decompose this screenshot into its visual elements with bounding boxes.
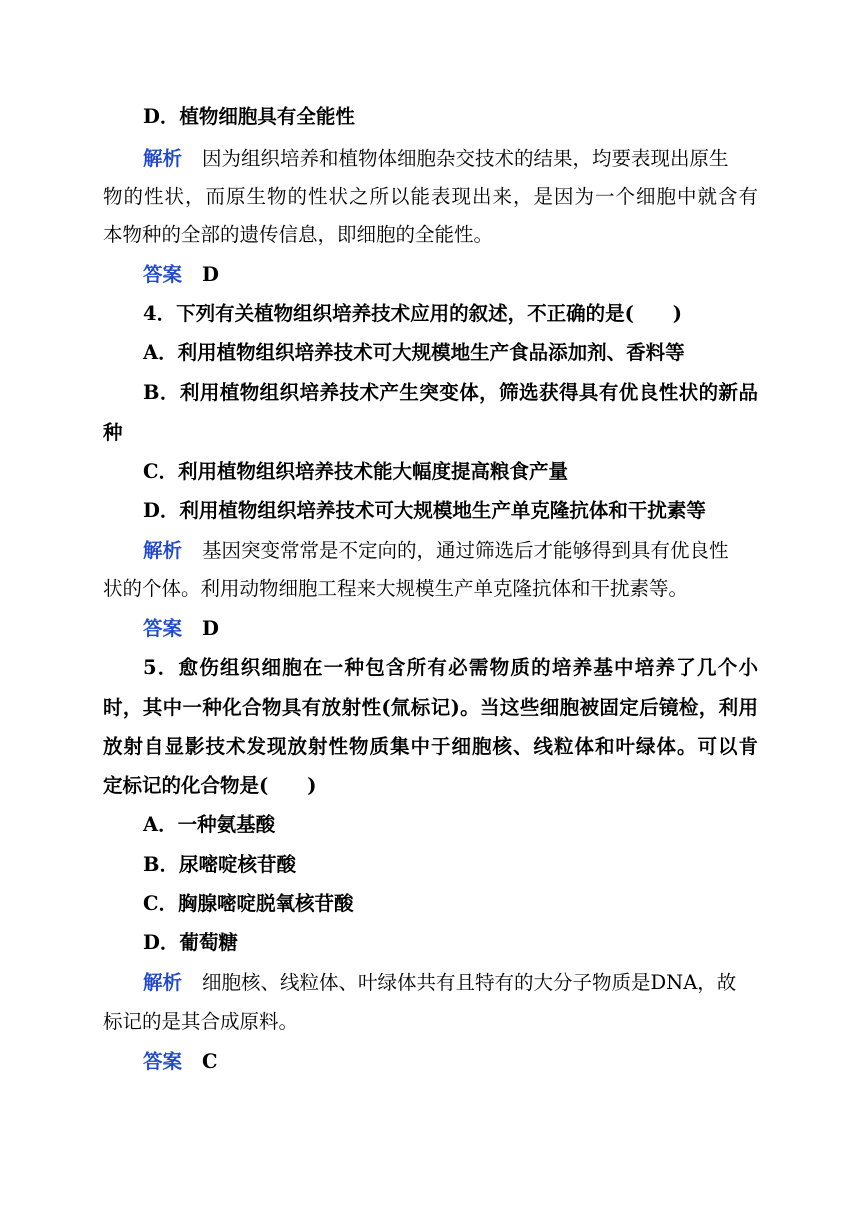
q4-analysis-line-2: 状的个体。利用动物细胞工程来大规模生产单克隆抗体和干扰素等。: [103, 577, 689, 600]
q5-option-d: D．葡萄糖: [143, 931, 238, 954]
q5-stem-line-2: 时，其中一种化合物具有放射性(氚标记)。当这些细胞被固定后镜检，利用: [103, 696, 758, 719]
q5-answer-line: [143, 1049, 860, 1075]
q3-analysis-line-2: 物的性状，而原生物的性状之所以能表现出来，是因为一个细胞中就含有: [103, 185, 758, 208]
q4-analysis-line-1: [143, 538, 860, 564]
q5-analysis-text-1: 细胞核、线粒体、叶绿体共有且特有的大分子物质是DNA，故: [202, 971, 737, 994]
q3-option-d: D．植物细胞具有全能性: [143, 105, 355, 128]
q3-answer-line: [143, 262, 860, 288]
q4-answer-label: 答案: [143, 617, 183, 640]
q3-analysis-line-1: [143, 146, 860, 172]
q5-option-c: C．胸腺嘧啶脱氧核苷酸: [143, 892, 354, 915]
q4-answer-value: D: [202, 617, 219, 640]
q4-option-d: D．利用植物组织培养技术可大规模地生产单克隆抗体和干扰素等: [143, 499, 706, 522]
q5-analysis-label: 解析: [143, 971, 183, 994]
q3-analysis-label: 解析: [143, 147, 183, 170]
q3-analysis-line-3: 本物种的全部的遗传信息，即细胞的全能性。: [103, 223, 494, 246]
q4-stem: 4．下列有关植物组织培养技术应用的叙述，不正确的是( ): [143, 302, 683, 325]
q5-option-a: A．一种氨基酸: [143, 813, 276, 836]
q5-analysis-line-1: [143, 970, 758, 996]
q4-option-a: A．利用植物组织培养技术可大规模地生产食品添加剂、香料等: [143, 341, 685, 364]
q4-option-b-line-2: 种: [103, 421, 123, 444]
q4-option-b-line-1: B．利用植物组织培养技术产生突变体，筛选获得具有优良性状的新品: [143, 381, 758, 404]
q5-answer-value: C: [202, 1050, 218, 1073]
q3-answer-value: D: [202, 263, 219, 286]
q5-analysis-line-2: 标记的是其合成原料。: [103, 1010, 299, 1033]
q4-analysis-text-1: 基因突变常常是不定向的，通过筛选后才能够得到具有优良性: [202, 539, 729, 562]
q5-option-b: B．尿嘧啶核苷酸: [143, 853, 296, 876]
q3-analysis-text-1: 因为组织培养和植物体细胞杂交技术的结果，均要表现出原生: [202, 147, 729, 170]
q5-stem-line-4: 定标记的化合物是( ): [103, 774, 317, 797]
q5-stem-line-3: 放射自显影技术发现放射性物质集中于细胞核、线粒体和叶绿体。可以肯: [103, 735, 758, 758]
q4-option-c: C．利用植物组织培养技术能大幅度提高粮食产量: [143, 460, 569, 483]
q5-stem-line-1: 5．愈伤组织细胞在一种包含所有必需物质的培养基中培养了几个小: [143, 656, 758, 679]
q3-answer-label: 答案: [143, 263, 183, 286]
q4-answer-line: [143, 616, 860, 642]
q4-analysis-label: 解析: [143, 539, 183, 562]
q5-answer-label: 答案: [143, 1050, 183, 1073]
